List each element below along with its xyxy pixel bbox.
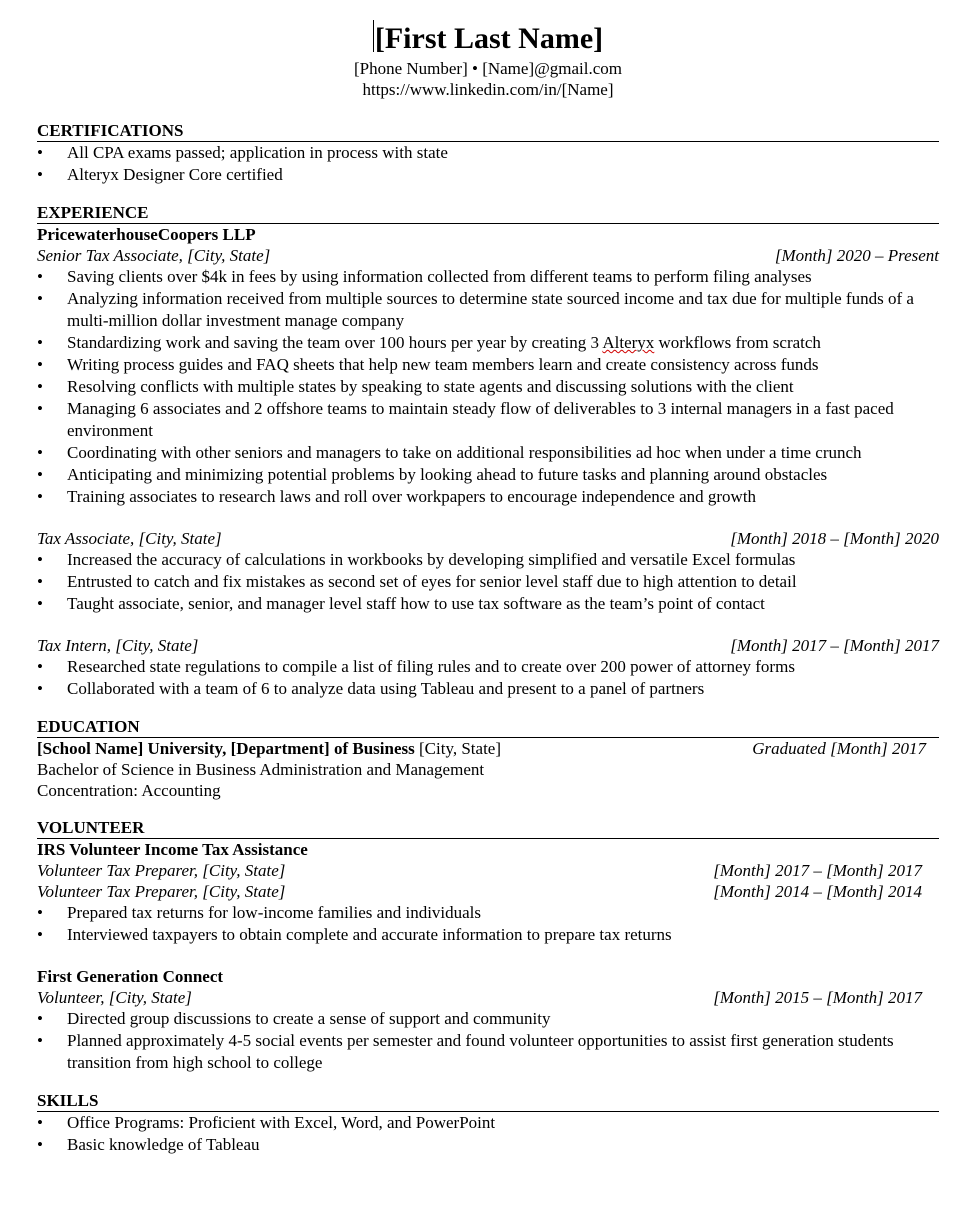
volunteer-role-dates: [Month] 2017 – [Month] 2017 [713, 861, 922, 880]
concentration: Concentration: Accounting [37, 781, 221, 800]
job-role: Tax Associate, [City, State] [37, 529, 222, 548]
school-name: [School Name] University, [Department] of Business [37, 739, 415, 758]
list-item: • Managing 6 associates and 2 offshore teams to maintain steady flow of deliverables to 3 internal managers in a fast paced environment [37, 398, 939, 442]
list-item: • Saving clients over $4k in fees by using information collected from different teams to perform filing analyses [37, 266, 939, 288]
contact-line-linkedin: https://www.linkedin.com/in/[Name] [362, 80, 614, 99]
company-name: PricewaterhouseCoopers LLP [37, 225, 256, 244]
bullet-text-part: workflows from scratch [654, 333, 821, 352]
resume-page [37, 20, 939, 1156]
job-header [37, 528, 939, 549]
list-item [37, 332, 939, 354]
list-item: • Office Programs: Proficient with Excel, Word, and PowerPoint [37, 1112, 939, 1134]
resume-header [37, 20, 939, 100]
job-header [37, 635, 939, 656]
experience-section [37, 202, 939, 700]
bullet-text-part: Standardizing work and saving the team over 100 hours per year by creating 3 [67, 333, 603, 352]
education-header [37, 738, 926, 759]
list-item: • Writing process guides and FAQ sheets that help new team members learn and create consistency across funds [37, 354, 939, 376]
school-line [37, 738, 501, 759]
volunteer-role [37, 987, 922, 1008]
list-item: • Directed group discussions to create a sense of support and community [37, 1008, 939, 1030]
certifications-section [37, 120, 939, 186]
list-item: • Increased the accuracy of calculations in workbooks by developing simplified and versatile Excel formulas [37, 549, 939, 571]
list-item: • Interviewed taxpayers to obtain complete and accurate information to prepare tax returns [37, 924, 939, 946]
volunteer-role [37, 860, 922, 881]
graduation-date: Graduated [Month] 2017 [752, 739, 926, 758]
list-item: • Planned approximately 4-5 social events per semester and found volunteer opportunities to assist first generation students transition from high school to college [37, 1030, 939, 1074]
school-location: [City, State] [414, 739, 501, 758]
section-title-experience: EXPERIENCE [37, 202, 939, 224]
skills-section [37, 1090, 939, 1156]
volunteer-role [37, 881, 922, 902]
volunteer-role-dates: [Month] 2015 – [Month] 2017 [713, 988, 922, 1007]
volunteer-role-title: Volunteer Tax Preparer, [City, State] [37, 861, 286, 880]
section-title-certifications: CERTIFICATIONS [37, 120, 939, 142]
job-dates: [Month] 2020 – Present [774, 246, 939, 265]
job-role: Tax Intern, [City, State] [37, 636, 199, 655]
list-item: • Taught associate, senior, and manager level staff how to use tax software as the team’s point of contact [37, 593, 939, 615]
volunteer-role-title: Volunteer, [City, State] [37, 988, 192, 1007]
list-item: • Alteryx Designer Core certified [37, 164, 939, 186]
list-item: • Coordinating with other seniors and managers to take on additional responsibilities ad hoc when under a time crunch [37, 442, 939, 464]
section-title-skills: SKILLS [37, 1090, 939, 1112]
candidate-name-text: [First Last Name] [374, 22, 604, 55]
volunteer-section [37, 817, 939, 1074]
list-item: • Basic knowledge of Tableau [37, 1134, 939, 1156]
contact-line-phone-email: [Phone Number] • [Name]@gmail.com [353, 59, 623, 78]
job-bullets [37, 656, 939, 700]
education-section [37, 716, 939, 801]
candidate-name [37, 20, 939, 58]
job-header [37, 245, 939, 266]
spellcheck-underlined-word: Alteryx [602, 333, 655, 352]
list-item: • Training associates to research laws and roll over workpapers to encourage independence and growth [37, 486, 939, 508]
list-item: • Anticipating and minimizing potential problems by looking ahead to future tasks and planning around obstacles [37, 464, 939, 486]
list-item: • Resolving conflicts with multiple states by speaking to state agents and discussing solutions with the client [37, 376, 939, 398]
job-bullets [37, 549, 939, 615]
skills-list [37, 1112, 939, 1156]
job-role: Senior Tax Associate, [City, State] [37, 246, 271, 265]
volunteer-bullets [37, 1008, 939, 1074]
degree: Bachelor of Science in Business Administration and Management [37, 760, 485, 779]
job-bullets [37, 266, 939, 508]
volunteer-org-name: IRS Volunteer Income Tax Assistance [37, 840, 308, 859]
list-item: • Analyzing information received from multiple sources to determine state sourced income and tax due for multiple funds of a multi-million dollar investment manage company [37, 288, 939, 332]
section-title-volunteer: VOLUNTEER [37, 817, 939, 839]
volunteer-role-title: Volunteer Tax Preparer, [City, State] [37, 882, 286, 901]
volunteer-org-name: First Generation Connect [37, 967, 224, 986]
volunteer-role-dates: [Month] 2014 – [Month] 2014 [713, 882, 922, 901]
text-cursor [373, 20, 374, 52]
job-dates: [Month] 2017 – [Month] 2017 [730, 636, 939, 655]
list-item: • All CPA exams passed; application in process with state [37, 142, 939, 164]
section-title-education: EDUCATION [37, 716, 939, 738]
list-item: • Collaborated with a team of 6 to analyze data using Tableau and present to a panel of partners [37, 678, 939, 700]
list-item: • Prepared tax returns for low-income families and individuals [37, 902, 939, 924]
certifications-list [37, 142, 939, 186]
list-item: • Researched state regulations to compile a list of filing rules and to create over 200 power of attorney forms [37, 656, 939, 678]
list-item: • Entrusted to catch and fix mistakes as second set of eyes for senior level staff due to high attention to detail [37, 571, 939, 593]
job-dates: [Month] 2018 – [Month] 2020 [730, 529, 939, 548]
volunteer-bullets [37, 902, 939, 946]
